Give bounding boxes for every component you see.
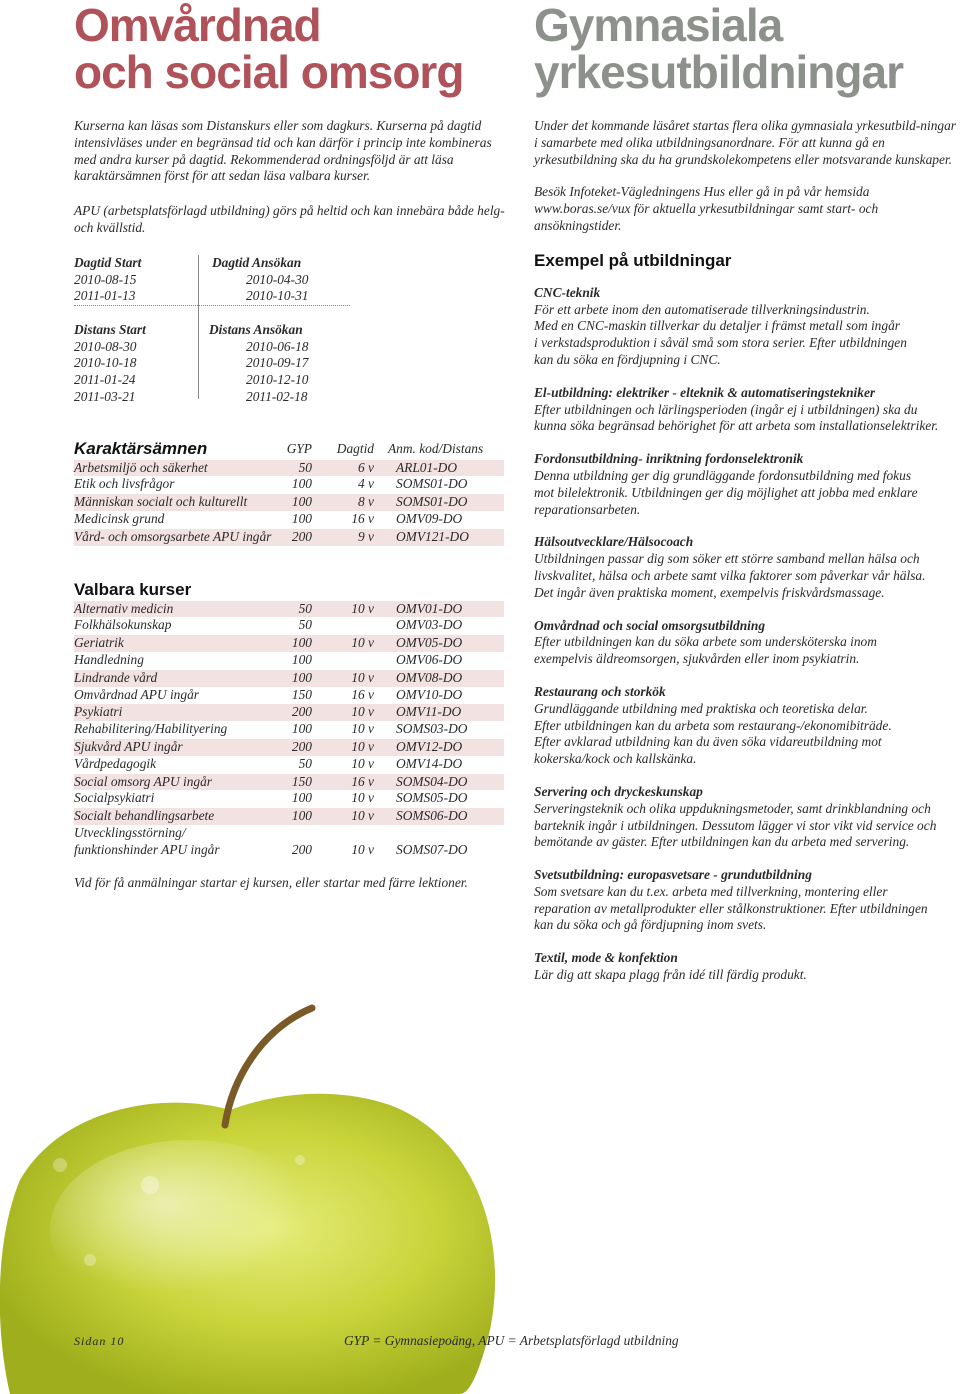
distans-start-header: Distans Start (74, 321, 146, 337)
distans-start-col (74, 322, 146, 406)
table-row (74, 738, 504, 755)
table-header-row (74, 441, 504, 459)
course-name: Handledning (74, 651, 144, 667)
date-value: 2011-01-24 (74, 372, 136, 388)
program-item (534, 784, 960, 851)
program-description: Utbildningen passar dig som söker ett större samband mellan hälsa och livskvalitet, hälsa och arbete samt vilka faktorer som påverkar vår hälsa. Det ingår även praktiska moment, exempelvis friskvårdsmassage. (534, 551, 926, 600)
course-dagtid: 8 v (312, 494, 374, 511)
course-code: OMV12-DO (396, 738, 504, 755)
program-item (534, 684, 960, 768)
course-dagtid: 10 v (351, 790, 374, 806)
table-row (74, 511, 504, 528)
table-row (74, 756, 504, 773)
program-title: Fordonsutbildning- inriktning fordonselektronik (534, 451, 804, 467)
course-name: Folkhälsokunskap (74, 617, 172, 633)
table-row (74, 459, 504, 476)
course-dagtid: 9 v (312, 528, 374, 545)
date-value: 2011-03-21 (74, 388, 136, 404)
program-description: Som svetsare kan du t.ex. arbeta med tillverkning, montering eller reparation av metallprodukter eller stålkonstruktioner. Efter utbildningen kan du söka och gå fördjupning inom svets. (534, 883, 928, 933)
course-gyp: 100 (291, 510, 312, 526)
valbara-section (74, 580, 506, 859)
table-row (74, 635, 504, 652)
date-value: 2010-04-30 (246, 271, 309, 287)
date-value: 2011-02-18 (246, 388, 308, 404)
footnote-anmalningar: Vid för få anmälningar startar ej kursen, eller startar med färre lektioner. (74, 874, 468, 890)
program-title: Omvårdnad och social omsorgsutbildning (534, 617, 766, 633)
program-item (534, 534, 960, 601)
course-code: OMV06-DO (396, 651, 463, 667)
examples-heading: Exempel på utbildningar (534, 250, 732, 270)
program-description: Denna utbildning ger dig grundläggande fordonsutbildning med fokus mot bilelektronik. Utbildningen ger dig möjlighet att jobba med enklare reparationsarbeten. (534, 467, 918, 517)
program-description: Serveringsteknik och olika uppdukningsmetoder, samt drinkblandning och barteknik ingår i utbildningen. Dessutom lägger vi stor vikt vid service och bemötande av gäster. Efter utbildningen kan du arbeta med servering. (534, 800, 937, 850)
course-dagtid (312, 652, 374, 669)
course-code: OMV05-DO (396, 635, 504, 652)
course-gyp: 100 (291, 651, 312, 667)
course-code: SOMS01-DO (396, 476, 468, 492)
program-title: Textil, mode & konfektion (534, 950, 678, 966)
course-dagtid: 10 v (312, 635, 374, 652)
program-item (534, 950, 960, 984)
course-dagtid: 16 v (312, 773, 374, 790)
course-gyp: 100 (291, 790, 312, 806)
table-row (74, 617, 504, 634)
col-gyp-header: GYP (286, 441, 312, 457)
col-kod-header: Anm. kod/Distans (388, 441, 484, 457)
course-gyp: 150 (291, 686, 312, 702)
col-dagtid-header: Dagtid (336, 441, 374, 457)
table-row (74, 476, 504, 493)
course-gyp: 100 (282, 494, 312, 511)
course-name: Socialt behandlingsarbete (74, 808, 282, 825)
dagtid-ansokan-col (212, 255, 308, 305)
dates-table (74, 255, 506, 403)
date-value: 2010-09-17 (246, 355, 309, 371)
course-dagtid: 10 v (351, 755, 374, 771)
program-list (534, 285, 960, 984)
dagtid-ansokan-header: Dagtid Ansökan (212, 254, 302, 270)
program-title: Restaurang och storkök (534, 683, 666, 699)
course-name: Alternativ medicin (74, 600, 282, 617)
table-row (74, 808, 504, 825)
table-row (74, 528, 504, 545)
course-name: Socialpsykiatri (74, 790, 155, 806)
course-dagtid: 10 v (312, 808, 374, 825)
course-gyp: 200 (282, 528, 312, 545)
course-code: OMV01-DO (396, 600, 504, 617)
title-line-2: yrkesutbildningar (534, 46, 903, 98)
course-code: OMV03-DO (396, 617, 463, 633)
course-name-line-2: funktionshinder APU ingår (74, 841, 220, 857)
footer-abbreviations: GYP = Gymnasiepoäng, APU = Arbetsplatsförlagd utbildning (344, 1333, 679, 1348)
course-code: ARL01-DO (396, 459, 504, 476)
course-name: Sjukvård APU ingår (74, 738, 282, 755)
course-code: SOMS06-DO (396, 808, 504, 825)
program-title: El-utbildning: elektriker - elteknik & automatiseringstekniker (534, 384, 876, 400)
distans-ansokan-col (209, 322, 308, 406)
course-code: SOMS03-DO (396, 721, 468, 737)
course-dagtid (312, 617, 374, 634)
course-name-line-1: Utvecklingsstörning/ (74, 824, 186, 840)
left-column (74, 0, 506, 891)
right-column (534, 0, 960, 984)
apu-paragraph: APU (arbetsplatsförlagd utbildning) görs på heltid och kan innebära både helg- och kvällstid. (74, 203, 505, 235)
course-dagtid: 10 v (312, 669, 374, 686)
date-value: 2010-10-31 (246, 288, 309, 304)
course-gyp: 200 (282, 704, 312, 721)
info-paragraph: Besök Infoteket-Vägledningens Hus eller gå in på vår hemsida www.boras.se/vux för aktuella yrkesutbildningar samt start- och ansökningstider. (534, 184, 879, 233)
program-item (534, 385, 960, 435)
title-line-2: och social omsorg (74, 46, 464, 98)
course-code: OMV09-DO (396, 510, 463, 526)
course-gyp: 200 (282, 738, 312, 755)
table-row (74, 721, 504, 738)
course-dagtid: 6 v (312, 459, 374, 476)
date-value: 2010-06-18 (246, 338, 309, 354)
course-gyp: 200 (291, 841, 312, 857)
table-row (74, 652, 504, 669)
program-description: Efter utbildningen kan du söka arbete som undersköterska inom exempelvis äldreomsorgen, sjukvården eller inom psykiatrin. (534, 634, 877, 667)
program-item (534, 618, 960, 668)
program-title: Servering och dryckeskunskap (534, 783, 703, 799)
course-gyp: 50 (282, 459, 312, 476)
intro-paragraph: Kurserna kan läsas som Distanskurs eller som dagkurs. Kurserna på dagtid intensivläses under en begränsad tid och kan därför i princip inte kombineras med andra kurser på dagtid. Rekommenderad ordningsföljd är att läsa karaktärsämnen först för att sedan läsa valbara kurser. (74, 118, 492, 184)
table-row (74, 825, 504, 859)
table-row (74, 704, 504, 721)
course-gyp: 100 (282, 808, 312, 825)
course-gyp: 50 (298, 617, 312, 633)
table-row (74, 773, 504, 790)
program-item (534, 285, 960, 369)
course-dagtid: 16 v (351, 686, 374, 702)
program-description: För ett arbete inom den automatiserade tillverkningsindustrin. Med en CNC-maskin tillverkar du detaljer i främst metall som ingår i verkstadsproduktion i såväl små som stora serier. Efter utbildningen kan du söka en fördjupning i CNC. (534, 301, 907, 367)
karaktarsamnen-table (74, 438, 504, 546)
course-gyp: 100 (291, 476, 312, 492)
course-gyp: 100 (282, 669, 312, 686)
course-code: SOMS05-DO (396, 790, 468, 806)
course-code: SOMS07-DO (396, 841, 468, 857)
course-gyp: 50 (282, 600, 312, 617)
date-value: 2010-10-18 (74, 355, 137, 371)
course-code: OMV10-DO (396, 686, 463, 702)
course-dagtid: 4 v (358, 476, 374, 492)
course-name (74, 825, 282, 859)
course-name: Geriatrik (74, 635, 282, 652)
course-code: OMV14-DO (396, 755, 463, 771)
page-number: Sidan 10 (74, 1334, 125, 1348)
title-line-1: Omvårdnad (74, 0, 321, 51)
page-title-right (534, 0, 960, 96)
course-name: Vård- och omsorgsarbete APU ingår (74, 528, 282, 545)
course-name: Etik och livsfrågor (74, 476, 175, 492)
program-description: Grundläggande utbildning med praktiska och teoretiska delar. Efter utbildningen kan du arbeta som restaurang-/ekonomibiträde. Efter avklarad utbildning kan du även söka vidareutbildning mot kokerska/kock och kallskänka. (534, 700, 892, 767)
course-name: Omvårdnad APU ingår (74, 686, 199, 702)
program-description: Efter utbildningen och lärlingsperioden (ingår ej i utbildningen) ska du kunna söka begränsad behörighet för att arbeta som installationselektriker. (534, 401, 939, 434)
table-row (74, 600, 504, 617)
course-name: Vårdpedagogik (74, 755, 157, 771)
karaktarsamnen-section (74, 438, 506, 546)
course-dagtid: 10 v (312, 600, 374, 617)
table-row (74, 669, 504, 686)
valbara-table (74, 600, 504, 859)
page-title-left (74, 0, 506, 96)
course-gyp: 50 (298, 755, 312, 771)
dagtid-start-col (74, 255, 141, 305)
date-value: 2010-08-15 (74, 271, 137, 287)
course-dagtid: 10 v (312, 704, 374, 721)
distans-ansokan-header: Distans Ansökan (209, 321, 303, 337)
intro-paragraph: Under det kommande läsåret startas flera olika gymnasiala yrkesutbild-ningar i samarbete med olika utbildningsanordnare. För att kunna gå en yrkesutbildning ska du ha grundskolekompetens eller motsvarande kunskaper. (534, 118, 957, 167)
course-code: OMV08-DO (396, 669, 504, 686)
course-name: Lindrande vård (74, 669, 282, 686)
course-dagtid: 16 v (351, 510, 374, 526)
course-dagtid: 10 v (351, 721, 374, 737)
course-code: SOMS01-DO (396, 494, 504, 511)
program-item (534, 867, 960, 934)
dagtid-start-header: Dagtid Start (74, 254, 142, 270)
table-row (74, 790, 504, 807)
title-line-1: Gymnasiala (534, 0, 783, 51)
program-item (534, 451, 960, 518)
dates-divider (198, 255, 199, 399)
program-title: Svetsutbildning: europasvetsare - grundutbildning (534, 867, 812, 883)
course-gyp: 150 (282, 773, 312, 790)
course-code: OMV11-DO (396, 704, 504, 721)
course-code: SOMS04-DO (396, 773, 504, 790)
program-title: Hälsoutvecklare/Hälsocoach (534, 534, 694, 550)
date-value: 2010-08-30 (74, 338, 137, 354)
course-name: Rehabilitering/Habilityering (74, 721, 228, 737)
course-dagtid: 10 v (351, 841, 374, 857)
program-title: CNC-teknik (534, 284, 601, 300)
course-name: Människan socialt och kulturellt (74, 494, 282, 511)
course-gyp: 100 (282, 635, 312, 652)
program-description: Lär dig att skapa plagg från idé till färdig produkt. (534, 967, 807, 983)
course-name: Medicinsk grund (74, 510, 165, 526)
course-name: Arbetsmiljö och säkerhet (74, 459, 282, 476)
course-name: Psykiatri (74, 704, 282, 721)
table-row (74, 494, 504, 511)
course-dagtid: 10 v (312, 738, 374, 755)
course-gyp: 100 (291, 721, 312, 737)
course-name: Social omsorg APU ingår (74, 773, 282, 790)
valbara-heading: Valbara kurser (74, 579, 192, 599)
date-value: 2010-12-10 (246, 372, 309, 388)
course-code: OMV121-DO (396, 528, 504, 545)
karaktarsamnen-heading: Karaktärsämnen (74, 438, 208, 458)
date-value: 2011-01-13 (74, 288, 136, 304)
table-row (74, 687, 504, 704)
